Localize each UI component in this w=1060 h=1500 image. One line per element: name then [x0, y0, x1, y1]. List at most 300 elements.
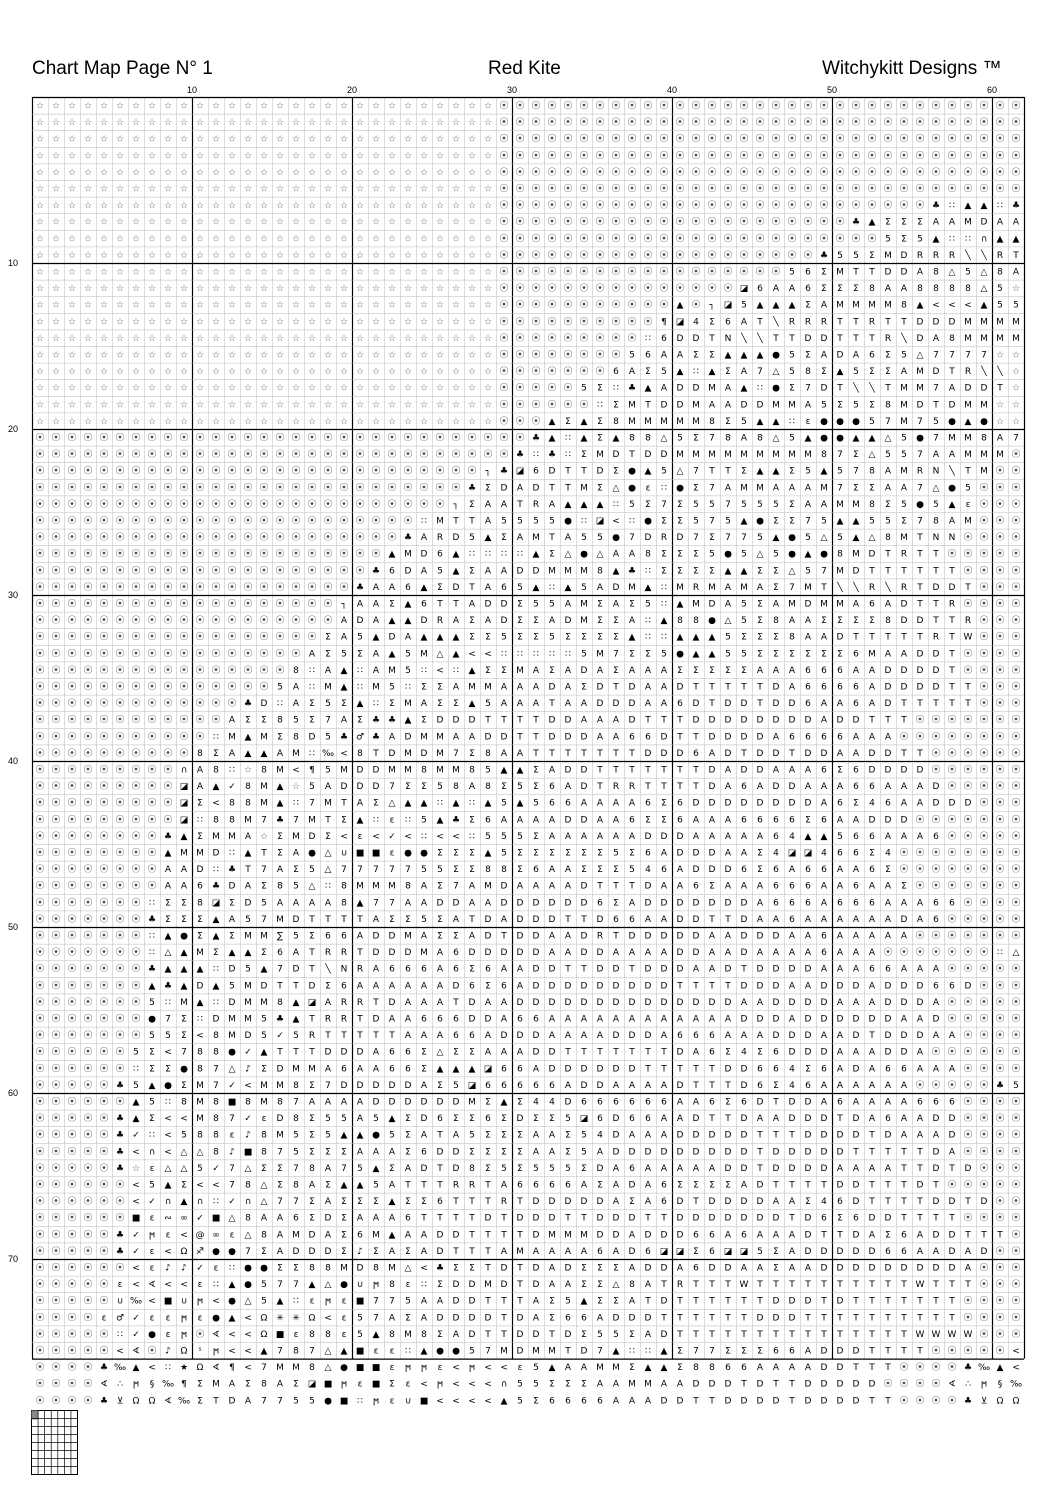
chart-cell-symbol: Σ [469, 1047, 475, 1058]
chart-cell-symbol: D [660, 400, 668, 411]
chart-cell-symbol: D [532, 1230, 540, 1241]
chart-cell-symbol: ☆ [115, 383, 125, 394]
chart-cell-symbol: ⦿ [707, 118, 717, 129]
chart-cell-symbol: ⦿ [275, 549, 285, 560]
chart-cell-symbol: ⦿ [355, 466, 365, 477]
chart-cell-symbol: ● [228, 1296, 236, 1307]
chart-cell-symbol: M [340, 765, 348, 776]
chart-cell-symbol: ⦿ [1011, 765, 1021, 776]
chart-cell-symbol: ⦿ [131, 632, 141, 643]
chart-cell-symbol: A [788, 765, 796, 776]
chart-cell-symbol: 5 [133, 1047, 139, 1058]
chart-cell-symbol: 6 [853, 848, 859, 859]
chart-cell-symbol: ε [389, 848, 395, 859]
chart-cell-symbol: ⦿ [291, 566, 301, 577]
chart-cell-symbol: ⦿ [227, 582, 237, 593]
chart-cell-symbol: D [372, 1097, 380, 1108]
chart-cell-symbol: 5 [725, 516, 731, 527]
chart-cell-symbol: ☆ [355, 217, 365, 228]
chart-cell-symbol: A [436, 964, 444, 975]
chart-cell-symbol: A [708, 964, 716, 975]
chart-cell-symbol: ⦿ [1011, 1263, 1021, 1274]
chart-cell-symbol: ⦿ [99, 765, 109, 776]
chart-cell-symbol: T [917, 1197, 923, 1208]
chart-cell-symbol: 8 [725, 433, 731, 444]
chart-cell-symbol: ⦿ [99, 582, 109, 593]
chart-cell-symbol: T [757, 699, 763, 710]
chart-cell-symbol: ♣ [339, 732, 349, 743]
chart-cell-symbol: ☆ [323, 118, 333, 129]
chart-cell-symbol: T [549, 533, 555, 544]
chart-cell-symbol: ⦿ [195, 582, 205, 593]
chart-cell-symbol: △ [324, 1346, 332, 1357]
chart-cell-symbol: D [580, 665, 588, 676]
chart-cell-symbol: 8 [309, 1263, 315, 1274]
chart-cell-symbol: ⦿ [659, 267, 669, 278]
chart-cell-symbol: D [820, 748, 828, 759]
chart-cell-symbol: ☆ [115, 101, 125, 112]
chart-cell-symbol: T [885, 1346, 891, 1357]
chart-cell-symbol: ⦿ [67, 483, 77, 494]
chart-cell-symbol: ⦿ [83, 914, 93, 925]
chart-cell-symbol: A [388, 1180, 396, 1191]
chart-cell-symbol: ⦿ [627, 217, 637, 228]
chart-cell-symbol: ☆ [115, 416, 125, 427]
chart-cell-symbol: ⦿ [259, 616, 269, 627]
chart-cell-symbol: ⦿ [947, 134, 957, 145]
chart-cell-symbol: ● [948, 483, 956, 494]
chart-cell-symbol: D [740, 1396, 748, 1407]
chart-cell-symbol: Σ [277, 732, 283, 743]
chart-cell-symbol: D [372, 931, 380, 942]
chart-cell-symbol: ★ [179, 1363, 189, 1374]
chart-cell-symbol: ☆ [339, 317, 349, 328]
chart-cell-symbol: ☆ [387, 317, 397, 328]
chart-cell-symbol: T [677, 732, 683, 743]
chart-cell-symbol: ⦿ [691, 167, 701, 178]
chart-cell-symbol: 7 [261, 1363, 267, 1374]
chart-cell-symbol: 5 [501, 798, 507, 809]
chart-cell-symbol: T [917, 748, 923, 759]
chart-cell-symbol: A [724, 782, 732, 793]
chart-cell-symbol: 6 [629, 1097, 635, 1108]
chart-cell-symbol: 5 [357, 1163, 363, 1174]
chart-cell-symbol: D [532, 1329, 540, 1340]
chart-cell-symbol: ☆ [243, 350, 253, 361]
chart-cell-symbol: D [580, 1197, 588, 1208]
chart-cell-symbol: ☆ [115, 350, 125, 361]
chart-cell-symbol: Σ [277, 1163, 283, 1174]
chart-cell-symbol: ♣ [371, 566, 381, 577]
chart-cell-symbol: ☆ [403, 333, 413, 344]
chart-cell-symbol: Σ [709, 533, 715, 544]
chart-cell-symbol: ☆ [51, 167, 61, 178]
chart-cell-symbol: D [644, 898, 652, 909]
chart-cell-symbol: ⦿ [83, 649, 93, 660]
chart-cell-symbol: ☆ [339, 234, 349, 245]
chart-cell-symbol: 7 [293, 1197, 299, 1208]
chart-cell-symbol: 6 [757, 1080, 763, 1091]
chart-cell-symbol: D [836, 1130, 844, 1141]
chart-cell-symbol: ☆ [339, 250, 349, 261]
chart-cell-symbol: T [709, 1313, 715, 1324]
chart-cell-symbol: 5 [693, 499, 699, 510]
chart-cell-symbol: Σ [309, 1213, 315, 1224]
chart-cell-symbol: A [500, 699, 508, 710]
chart-cell-symbol: A [516, 964, 524, 975]
chart-cell-symbol: ☆ [179, 400, 189, 411]
chart-cell-symbol: D [580, 732, 588, 743]
chart-cell-symbol: A [452, 682, 460, 693]
chart-cell-symbol: < [1012, 1346, 1020, 1357]
chart-cell-symbol: ☆ [355, 201, 365, 212]
chart-cell-symbol: Σ [597, 1263, 603, 1274]
chart-cell-symbol: ▲ [852, 533, 860, 544]
chart-cell-symbol: ☆ [371, 383, 381, 394]
chart-cell-symbol: ⦿ [323, 433, 333, 444]
chart-cell-symbol: 6 [405, 1213, 411, 1224]
chart-cell-symbol: ☆ [179, 201, 189, 212]
chart-cell-symbol: △ [388, 798, 396, 809]
chart-cell-symbol: Σ [757, 632, 763, 643]
chart-cell-symbol: ♣ [931, 201, 941, 212]
chart-cell-symbol: A [516, 483, 524, 494]
chart-cell-symbol: ϻ [181, 1329, 187, 1340]
thumbnail-icon [31, 1410, 78, 1475]
chart-cell-symbol: ☆ [131, 416, 141, 427]
chart-cell-symbol: D [228, 997, 236, 1008]
chart-cell-symbol: ε [149, 1246, 155, 1257]
chart-cell-symbol: ☆ [307, 151, 317, 162]
chart-cell-symbol: ⦿ [67, 1263, 77, 1274]
chart-cell-symbol: Σ [533, 616, 539, 627]
chart-cell-symbol: ⦿ [435, 433, 445, 444]
chart-cell-symbol: ⦿ [995, 599, 1005, 610]
chart-cell-symbol: D [852, 1396, 860, 1407]
chart-cell-symbol: D [452, 1280, 460, 1291]
chart-cell-symbol: T [949, 367, 955, 378]
chart-cell-symbol: D [900, 616, 908, 627]
chart-cell-symbol: ⦿ [979, 798, 989, 809]
chart-cell-symbol: A [948, 450, 956, 461]
chart-cell-symbol: ∷ [405, 682, 411, 693]
chart-cell-symbol: ∷ [661, 483, 667, 494]
chart-cell-symbol: T [885, 1147, 891, 1158]
chart-cell-symbol: ⦿ [995, 1263, 1005, 1274]
chart-cell-symbol: ⦿ [259, 516, 269, 527]
chart-cell-symbol: ☆ [163, 184, 173, 195]
chart-cell-symbol: 6 [565, 1396, 571, 1407]
chart-cell-symbol: Σ [293, 1379, 299, 1390]
chart-cell-symbol: ⦿ [115, 483, 125, 494]
chart-cell-symbol: Σ [645, 649, 651, 660]
chart-cell-symbol: ▲ [932, 234, 940, 245]
chart-cell-symbol: 5 [821, 516, 827, 527]
chart-cell-symbol: ⦿ [243, 632, 253, 643]
chart-cell-symbol: T [805, 1280, 811, 1291]
chart-cell-symbol: D [644, 997, 652, 1008]
chart-cell-symbol: ⦿ [195, 1329, 205, 1340]
chart-cell-symbol: R [964, 616, 972, 627]
chart-cell-symbol: ε [165, 1313, 171, 1324]
chart-cell-symbol: T [965, 1197, 971, 1208]
chart-cell-symbol: ⦿ [595, 367, 605, 378]
chart-cell-symbol: ‰ [321, 748, 335, 759]
chart-cell-symbol: ⦿ [227, 599, 237, 610]
chart-cell-symbol: 4 [549, 1097, 555, 1108]
chart-cell-symbol: ☆ [419, 201, 429, 212]
chart-cell-symbol: 5 [501, 831, 507, 842]
chart-cell-symbol: ε [965, 499, 971, 510]
chart-cell-symbol: ☆ [323, 217, 333, 228]
chart-cell-symbol: T [293, 1047, 299, 1058]
chart-cell-symbol: ⦿ [115, 649, 125, 660]
chart-cell-symbol: ⦿ [419, 433, 429, 444]
chart-cell-symbol: D [676, 383, 684, 394]
chart-cell-symbol: ⦿ [979, 831, 989, 842]
chart-cell-symbol: 5 [357, 632, 363, 643]
chart-cell-symbol: ⦿ [851, 101, 861, 112]
chart-cell-symbol: ☆ [115, 250, 125, 261]
chart-cell-symbol: ‰ [161, 1379, 175, 1390]
chart-cell-symbol: T [309, 948, 315, 959]
chart-cell-symbol: ∢ [100, 1379, 108, 1390]
chart-cell-symbol: ☆ [131, 250, 141, 261]
chart-cell-symbol: Σ [597, 1280, 603, 1291]
chart-cell-symbol: 5 [373, 1114, 379, 1125]
chart-cell-symbol: D [708, 715, 716, 726]
chart-cell-symbol: ⦿ [67, 616, 77, 627]
chart-cell-symbol: 5 [789, 367, 795, 378]
chart-cell-symbol: △ [436, 1047, 444, 1058]
chart-cell-symbol: 8 [901, 300, 907, 311]
chart-cell-symbol: D [820, 1047, 828, 1058]
chart-cell-symbol: ⦿ [723, 167, 733, 178]
chart-cell-symbol: T [581, 964, 587, 975]
chart-cell-symbol: Σ [197, 831, 203, 842]
chart-cell-symbol: A [484, 997, 492, 1008]
chart-cell-symbol: ⦿ [1011, 1197, 1021, 1208]
chart-cell-symbol: M [628, 400, 636, 411]
chart-cell-symbol: 6 [533, 1080, 539, 1091]
chart-cell-symbol: A [516, 815, 524, 826]
chart-cell-symbol: Σ [629, 649, 635, 660]
chart-cell-symbol: A [612, 815, 620, 826]
chart-cell-symbol: 5 [389, 682, 395, 693]
chart-cell-symbol: D [884, 1014, 892, 1025]
chart-cell-symbol: Σ [421, 782, 427, 793]
chart-cell-symbol: ☆ [371, 201, 381, 212]
chart-cell-symbol: 6 [597, 1097, 603, 1108]
chart-cell-symbol: 5 [725, 649, 731, 660]
chart-cell-symbol: ⦿ [147, 466, 157, 477]
chart-cell-symbol: ● [644, 516, 652, 527]
chart-cell-symbol: 8 [213, 765, 219, 776]
chart-cell-symbol: A [820, 898, 828, 909]
chart-cell-symbol: 6 [693, 1230, 699, 1241]
chart-cell-symbol: A [788, 865, 796, 876]
chart-cell-symbol: D [548, 1197, 556, 1208]
chart-cell-symbol: ⦿ [979, 134, 989, 145]
chart-cell-symbol: ⦿ [947, 101, 957, 112]
chart-cell-symbol: D [244, 1031, 252, 1042]
chart-cell-symbol: Σ [517, 1163, 523, 1174]
chart-cell-symbol: 4 [533, 1097, 539, 1108]
chart-cell-symbol: M [276, 765, 284, 776]
chart-cell-symbol: D [788, 798, 796, 809]
chart-cell-symbol: T [997, 383, 1003, 394]
chart-cell-symbol: T [869, 1130, 875, 1141]
chart-cell-symbol: T [805, 1180, 811, 1191]
chart-cell-symbol: A [756, 948, 764, 959]
chart-cell-symbol: T [741, 964, 747, 975]
chart-cell-symbol: < [484, 1363, 492, 1374]
chart-cell-symbol: ╲ [981, 250, 987, 261]
chart-cell-symbol: 6 [533, 865, 539, 876]
chart-cell-symbol: ⦿ [35, 616, 45, 627]
chart-cell-symbol: ⦿ [195, 516, 205, 527]
chart-cell-symbol: T [933, 699, 939, 710]
chart-cell-symbol: A [788, 1246, 796, 1257]
chart-cell-symbol: M [532, 533, 540, 544]
chart-cell-symbol: ⦿ [83, 1163, 93, 1174]
chart-cell-symbol: 6 [613, 1097, 619, 1108]
chart-cell-symbol: T [853, 333, 859, 344]
chart-cell-symbol: T [645, 1213, 651, 1224]
chart-cell-symbol: △ [980, 267, 988, 278]
chart-cell-symbol: ☆ [403, 151, 413, 162]
chart-cell-symbol: A [644, 682, 652, 693]
chart-cell-symbol: Σ [677, 566, 683, 577]
chart-cell-symbol: A [868, 1163, 876, 1174]
chart-cell-symbol: T [501, 1313, 507, 1324]
chart-cell-symbol: Σ [485, 981, 491, 992]
chart-cell-symbol: 6 [853, 1213, 859, 1224]
chart-cell-symbol: 5 [549, 1163, 555, 1174]
chart-cell-symbol: A [740, 848, 748, 859]
chart-cell-symbol: ☆ [339, 383, 349, 394]
chart-cell-symbol: ⦿ [899, 1379, 909, 1390]
chart-cell-symbol: ⦿ [227, 499, 237, 510]
chart-cell-symbol: ∷ [757, 383, 763, 394]
chart-cell-symbol: ⦿ [307, 582, 317, 593]
chart-cell-symbol: 7 [213, 1064, 219, 1075]
chart-cell-symbol: ╲ [965, 250, 971, 261]
chart-cell-symbol: Σ [709, 566, 715, 577]
chart-cell-symbol: ⦿ [163, 599, 173, 610]
chart-cell-symbol: D [660, 931, 668, 942]
chart-cell-symbol: 5 [901, 433, 907, 444]
chart-cell-symbol: ⦿ [131, 997, 141, 1008]
chart-cell-symbol: 4 [821, 848, 827, 859]
chart-cell-symbol: ☆ [371, 416, 381, 427]
chart-cell-symbol: ☆ [435, 234, 445, 245]
chart-cell-symbol: ◪ [307, 997, 317, 1008]
chart-cell-symbol: A [852, 914, 860, 925]
chart-cell-symbol: ⦿ [659, 184, 669, 195]
chart-cell-symbol: ⦿ [675, 184, 685, 195]
row-label: 50 [8, 922, 19, 932]
chart-cell-symbol: ☆ [259, 167, 269, 178]
chart-cell-symbol: D [804, 1246, 812, 1257]
chart-cell-symbol: 5 [261, 1014, 267, 1025]
chart-cell-symbol: ▲ [500, 1097, 508, 1108]
chart-cell-symbol: A [452, 914, 460, 925]
chart-cell-symbol: T [901, 1163, 907, 1174]
chart-cell-symbol: △ [164, 1163, 172, 1174]
chart-cell-symbol: A [868, 1064, 876, 1075]
chart-cell-symbol: ⦿ [963, 1130, 973, 1141]
chart-cell-symbol: ☆ [467, 383, 477, 394]
chart-cell-symbol: ∢ [148, 1280, 156, 1291]
chart-cell-symbol: ☆ [275, 300, 285, 311]
chart-cell-symbol: N [948, 533, 956, 544]
chart-cell-symbol: A [836, 881, 844, 892]
chart-cell-symbol: T [613, 1047, 619, 1058]
chart-cell-symbol: ∷ [565, 450, 571, 461]
chart-cell-symbol: ☆ [483, 284, 493, 295]
chart-cell-symbol: ⦿ [995, 1180, 1005, 1191]
chart-cell-symbol: M [756, 450, 764, 461]
chart-cell-symbol: Σ [757, 649, 763, 660]
chart-cell-symbol: T [709, 1080, 715, 1091]
chart-cell-symbol: △ [180, 1163, 188, 1174]
chart-cell-symbol: ▲ [1012, 234, 1020, 245]
chart-cell-symbol: ☆ [83, 317, 93, 328]
chart-cell-symbol: D [676, 1213, 684, 1224]
chart-cell-symbol: A [964, 1246, 972, 1257]
chart-cell-symbol: ⦿ [979, 765, 989, 776]
chart-cell-symbol: ⦿ [979, 1296, 989, 1307]
chart-cell-symbol: ⦿ [899, 848, 909, 859]
chart-cell-symbol: ▲ [612, 1346, 620, 1357]
chart-cell-symbol: △ [436, 649, 444, 660]
chart-cell-symbol: 5 [853, 367, 859, 378]
chart-cell-symbol: ⦿ [67, 466, 77, 477]
chart-cell-symbol: ● [628, 483, 636, 494]
chart-cell-symbol: D [564, 1263, 572, 1274]
chart-cell-symbol: ☆ [67, 367, 77, 378]
chart-cell-symbol: ☆ [259, 383, 269, 394]
chart-cell-symbol: T [613, 931, 619, 942]
chart-cell-symbol: ● [164, 1080, 172, 1091]
chart-cell-symbol: ╲ [853, 383, 859, 394]
chart-cell-symbol: ⦿ [83, 1031, 93, 1042]
chart-cell-symbol: T [725, 466, 731, 477]
chart-cell-symbol: T [741, 1379, 747, 1390]
chart-cell-symbol: ⦿ [147, 748, 157, 759]
chart-cell-symbol: D [836, 350, 844, 361]
chart-cell-symbol: 8 [373, 1263, 379, 1274]
chart-cell-symbol: D [804, 1213, 812, 1224]
chart-cell-symbol: ⦿ [995, 732, 1005, 743]
chart-cell-symbol: Σ [677, 499, 683, 510]
chart-cell-symbol: ⦿ [499, 217, 509, 228]
chart-cell-symbol: D [932, 798, 940, 809]
chart-cell-symbol: ‰ [113, 1363, 127, 1374]
chart-cell-symbol: ☆ [83, 400, 93, 411]
chart-cell-symbol: 8 [869, 499, 875, 510]
chart-cell-symbol: ⦿ [179, 649, 189, 660]
chart-cell-symbol: 6 [869, 831, 875, 842]
chart-cell-symbol: ⦿ [611, 118, 621, 129]
chart-cell-symbol: ☆ [243, 151, 253, 162]
chart-cell-symbol: T [613, 765, 619, 776]
chart-cell-symbol: A [628, 1296, 636, 1307]
chart-cell-symbol: D [788, 1296, 796, 1307]
chart-cell-symbol: ⦿ [979, 865, 989, 876]
chart-cell-symbol: < [164, 1280, 172, 1291]
